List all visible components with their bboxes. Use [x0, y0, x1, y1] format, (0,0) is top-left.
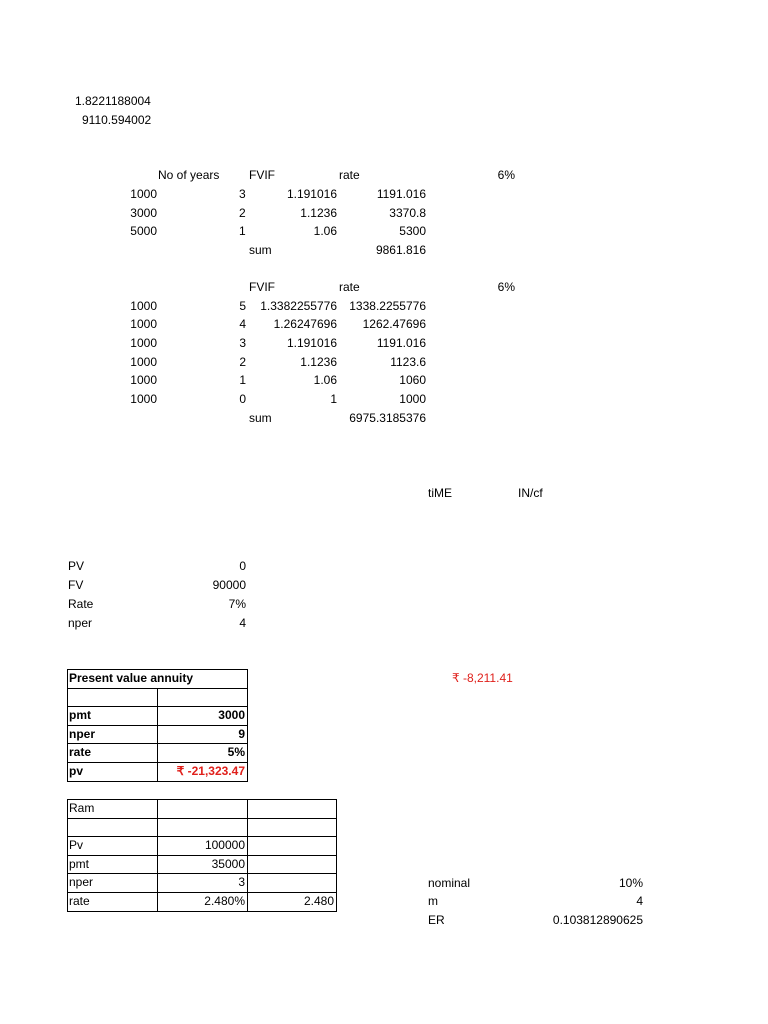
grid-line [157, 799, 158, 912]
pv-result[interactable]: ₹ -8,211.41 [452, 671, 513, 685]
t1-sum-label[interactable]: sum [249, 243, 272, 257]
er-value[interactable]: 4 [636, 894, 643, 908]
annuity-label[interactable]: rate [69, 745, 92, 759]
fv-block-label[interactable]: FV [68, 578, 84, 592]
header-fvif[interactable]: FVIF [249, 168, 275, 182]
t2-fvif[interactable]: 1.26247696 [273, 317, 337, 331]
t1-value[interactable]: 5300 [399, 224, 426, 238]
t2-value[interactable]: 1262.47696 [362, 317, 426, 331]
ram-label[interactable]: rate [69, 894, 90, 908]
grid-line [67, 818, 337, 819]
cell-top-value-2[interactable]: 9110.594002 [82, 113, 152, 127]
header-fvif-2[interactable]: FVIF [249, 280, 275, 294]
ram-label[interactable]: pmt [69, 857, 90, 871]
annuity-label[interactable]: pmt [69, 708, 91, 722]
t1-years[interactable]: 3 [239, 187, 246, 201]
t2-fvif[interactable]: 1 [330, 392, 337, 406]
annuity-label[interactable]: nper [69, 727, 96, 741]
er-value[interactable]: 10% [618, 876, 643, 890]
t1-amount[interactable]: 1000 [130, 187, 157, 201]
t2-value[interactable]: 1123.6 [390, 355, 426, 369]
t1-fvif[interactable]: 1.191016 [286, 187, 337, 201]
annuity-value[interactable]: 9 [238, 727, 245, 741]
fv-block-value[interactable]: 7% [228, 597, 246, 611]
incf-label[interactable]: IN/cf [518, 486, 543, 500]
rate-value[interactable]: 6% [497, 168, 515, 182]
ram-title[interactable]: Ram [69, 801, 95, 815]
grid-line [67, 855, 337, 856]
t2-value[interactable]: 1338.2255776 [349, 299, 426, 313]
t1-years[interactable]: 1 [239, 224, 246, 238]
t2-value[interactable]: 1000 [399, 392, 426, 406]
t1-value[interactable]: 1191.016 [376, 187, 426, 201]
grid-line [67, 669, 248, 670]
t2-amount[interactable]: 1000 [130, 392, 157, 406]
er-value[interactable]: 0.103812890625 [552, 913, 643, 927]
er-label[interactable]: m [428, 894, 438, 908]
t1-fvif[interactable]: 1.06 [313, 224, 337, 238]
grid-line [247, 669, 248, 782]
fv-block-value[interactable]: 90000 [212, 578, 246, 592]
annuity-label[interactable]: pv [69, 764, 84, 778]
ram-value[interactable]: 3 [238, 875, 245, 889]
ram-value[interactable]: 100000 [204, 838, 245, 852]
t2-years[interactable]: 4 [239, 317, 246, 331]
t1-value[interactable]: 3370.8 [389, 206, 426, 220]
ram-value[interactable]: 2.480% [204, 894, 245, 908]
grid-line [247, 799, 248, 912]
t2-sum-value[interactable]: 6975.3185376 [349, 411, 426, 425]
t2-years[interactable]: 5 [239, 299, 246, 313]
fv-block-value[interactable]: 4 [239, 616, 246, 630]
header-no-of-years[interactable]: No of years [158, 168, 220, 182]
t2-value[interactable]: 1191.016 [376, 336, 426, 350]
grid-line [67, 911, 337, 912]
grid-line [67, 836, 337, 837]
t2-sum-label[interactable]: sum [249, 411, 272, 425]
grid-line [67, 799, 337, 800]
cell-top-value-1[interactable]: 1.8221188004 [75, 94, 151, 108]
t2-years[interactable]: 0 [239, 392, 246, 406]
annuity-value[interactable]: 5% [227, 745, 245, 759]
er-label[interactable]: nominal [428, 876, 471, 890]
t2-years[interactable]: 1 [239, 373, 246, 387]
t2-fvif[interactable]: 1.191016 [286, 336, 337, 350]
grid-line [157, 688, 158, 782]
ram-label[interactable]: Pv [69, 838, 84, 852]
t2-amount[interactable]: 1000 [130, 373, 157, 387]
ram-value[interactable]: 35000 [211, 857, 245, 871]
grid-line [67, 799, 68, 912]
t1-sum-value[interactable]: 9861.816 [375, 243, 426, 257]
t2-years[interactable]: 2 [239, 355, 246, 369]
annuity-title[interactable]: Present value annuity [69, 671, 194, 685]
t2-amount[interactable]: 1000 [130, 299, 157, 313]
t2-value[interactable]: 1060 [399, 373, 426, 387]
annuity-pv-value[interactable]: ₹ -21,323.47 [176, 764, 245, 778]
ram-label[interactable]: nper [69, 875, 94, 889]
ram-extra-value[interactable]: 2.480 [303, 894, 334, 908]
fv-block-value[interactable]: 0 [239, 559, 246, 573]
t2-fvif[interactable]: 1.3382255776 [260, 299, 337, 313]
grid-line [67, 873, 337, 874]
header-rate-2[interactable]: rate [339, 280, 360, 294]
rate-value-2[interactable]: 6% [497, 280, 515, 294]
t2-years[interactable]: 3 [239, 336, 246, 350]
grid-line [336, 799, 337, 912]
fv-block-label[interactable]: Rate [68, 597, 94, 611]
grid-line [67, 669, 68, 782]
grid-line [67, 892, 337, 893]
t2-amount[interactable]: 1000 [130, 317, 157, 331]
header-rate[interactable]: rate [339, 168, 360, 182]
t1-fvif[interactable]: 1.1236 [300, 206, 337, 220]
time-label[interactable]: tiME [428, 486, 452, 500]
er-label[interactable]: ER [428, 913, 445, 927]
annuity-value[interactable]: 3000 [218, 708, 245, 722]
t2-fvif[interactable]: 1.1236 [300, 355, 337, 369]
fv-block-label[interactable]: PV [68, 559, 85, 573]
t2-fvif[interactable]: 1.06 [313, 373, 337, 387]
t1-years[interactable]: 2 [239, 206, 246, 220]
t2-amount[interactable]: 1000 [130, 355, 157, 369]
t1-amount[interactable]: 3000 [130, 206, 157, 220]
t1-amount[interactable]: 5000 [130, 224, 157, 238]
fv-block-label[interactable]: nper [68, 616, 93, 630]
t2-amount[interactable]: 1000 [130, 336, 157, 350]
